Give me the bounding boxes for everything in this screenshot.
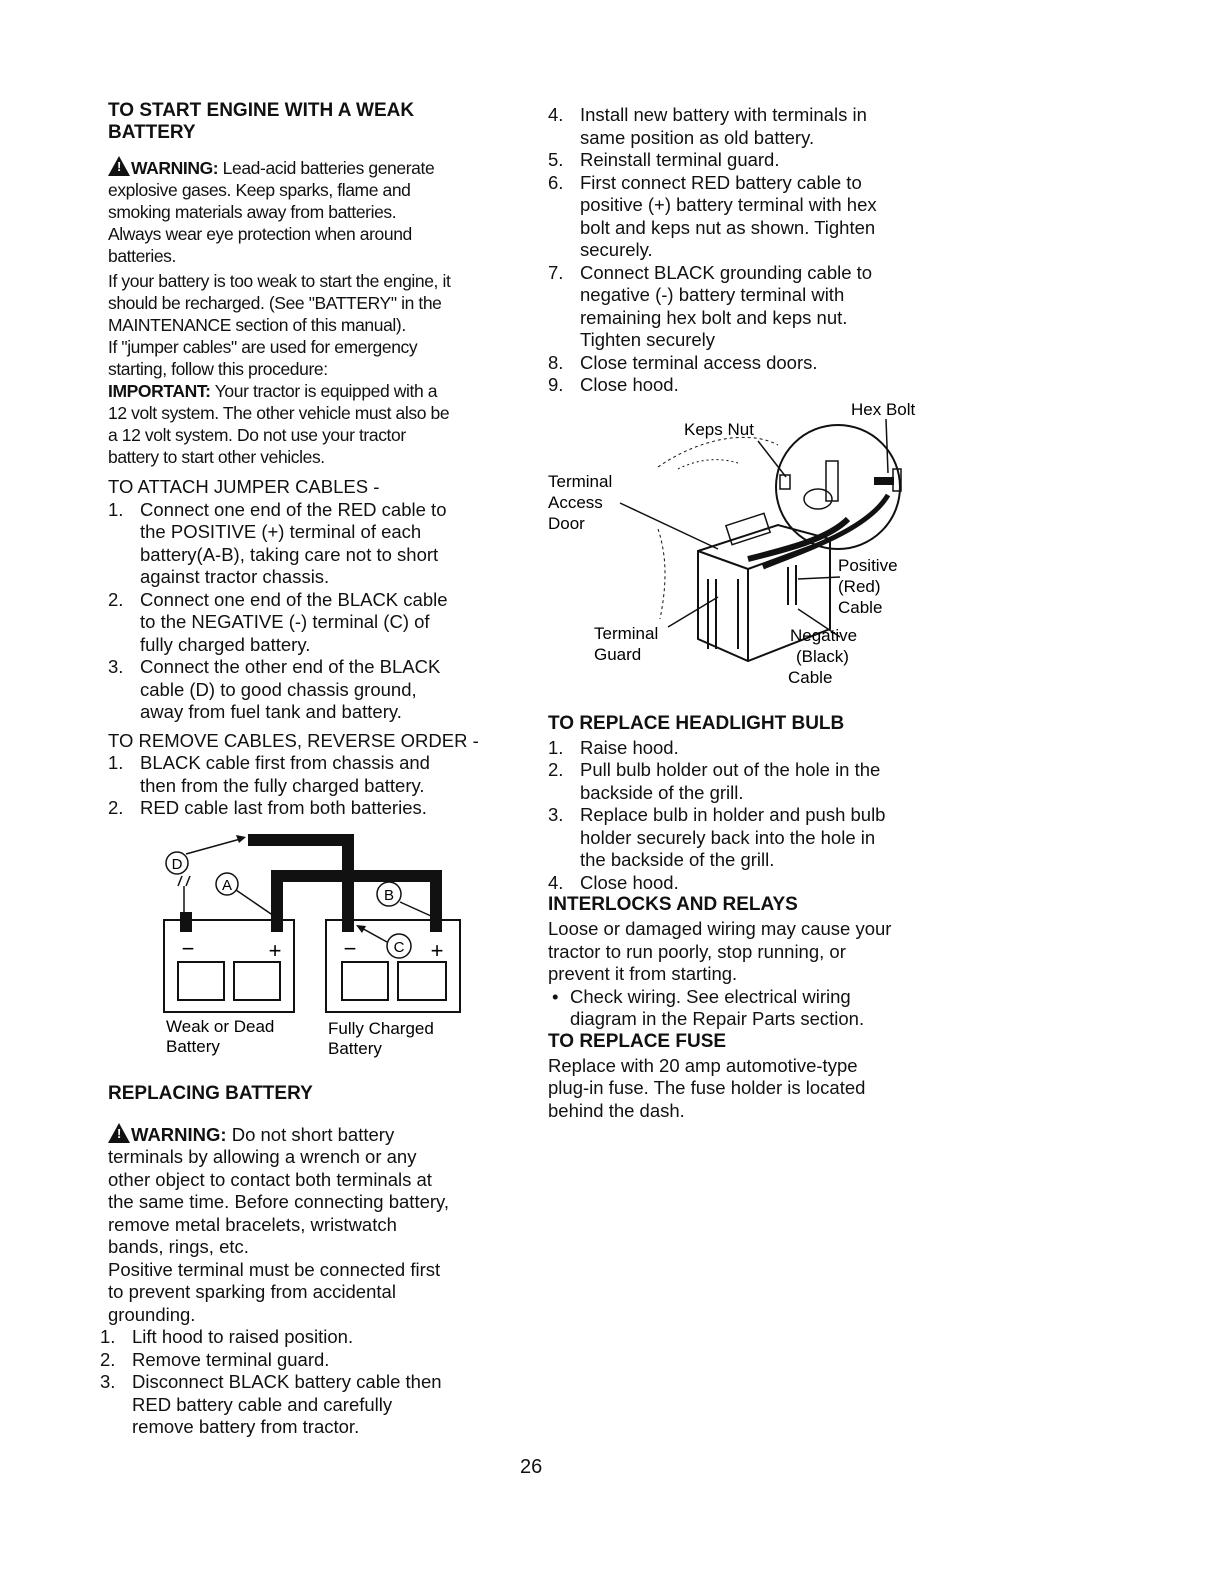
label-d: D bbox=[171, 855, 183, 873]
list-item: 1. Raise hood. bbox=[548, 736, 679, 758]
list-item: 7. Connect BLACK grounding cable to negative (-) battery terminal with remaining hex bolt and keps nut. Tighten securely bbox=[548, 261, 873, 350]
attach-cables-steps bbox=[108, 499, 523, 724]
hex-bolt-label: Hex Bolt bbox=[851, 399, 916, 419]
interlocks-heading: INTERLOCKS AND RELAYS bbox=[548, 894, 798, 915]
headlight-section bbox=[548, 713, 958, 895]
list-item: 3. Replace bulb in holder and push bulb holder securely back into the hole in the backside of the grill. bbox=[548, 804, 886, 870]
weak-caption-1: Weak or Dead bbox=[166, 1016, 275, 1036]
charged-caption-2: Battery bbox=[328, 1038, 382, 1058]
replacing-steps bbox=[100, 1326, 523, 1439]
list-item: 5. Reinstall terminal guard. bbox=[548, 149, 780, 170]
terminal-guard-label-2: Guard bbox=[594, 644, 642, 664]
replacing-warning: !WARNING: Do not short battery terminals by allowing a wrench or any other object to contact both terminals at the same time. Before connecting battery, remove metal bracelets, wristwatch bands, rings, etc. bbox=[108, 1123, 523, 1259]
positive-first-note: Positive terminal must be connected first to prevent sparking from accidental grounding. bbox=[108, 1258, 441, 1325]
list-item: 8. Close terminal access doors. bbox=[548, 351, 818, 373]
positive-cable-label-2: (Red) bbox=[838, 576, 881, 596]
battery-terminal-diagram bbox=[548, 399, 958, 699]
weak-battery-warning: !WARNING: Lead-acid batteries generate explosive gases. Keep sparks, flame and smoking materials away from batteries. Always wear eye protection when around batteries. bbox=[108, 156, 523, 267]
jumper-diagram-art bbox=[108, 830, 523, 1065]
interlocks-section: INTERLOCKS AND RELAYS Loose or damaged wiring may cause your tractor to run poorly, stop running, or prevent it from starting. • Check wiring. See electrical wiring diagram in the Repair Parts section. bbox=[548, 894, 958, 1031]
left-column bbox=[100, 100, 523, 1439]
fuse-section: TO REPLACE FUSE Replace with 20 amp automotive-type plug-in fuse. The fuse holder is located behind the dash. bbox=[548, 1031, 958, 1123]
positive-cable-label-1: Positive bbox=[838, 555, 898, 575]
charged-caption-1: Fully Charged bbox=[328, 1018, 434, 1038]
list-item: 4. Close hood. bbox=[548, 871, 679, 893]
attach-cables-heading: TO ATTACH JUMPER CABLES - bbox=[108, 476, 380, 497]
label-c: C bbox=[393, 938, 405, 956]
terminal-access-label-1: Terminal bbox=[548, 471, 613, 491]
terminal-access-label-2: Access bbox=[548, 492, 603, 512]
negative-cable-label-2: (Black) bbox=[796, 646, 849, 666]
replace-battery-steps-continued bbox=[548, 104, 958, 397]
warning-icon bbox=[108, 156, 130, 176]
keps-nut-label: Keps Nut bbox=[684, 419, 754, 439]
negative-cable-label-3: Cable bbox=[788, 667, 833, 687]
list-item: 1. Lift hood to raised position. bbox=[100, 1326, 354, 1347]
list-item: 1. Connect one end of the RED cable to the POSITIVE (+) terminal of each battery(A-B), taking care not to short against tractor chassis. bbox=[108, 498, 447, 587]
label-b: B bbox=[383, 886, 395, 904]
list-item: 1. BLACK cable first from chassis and then from the fully charged battery. bbox=[108, 752, 430, 796]
replacing-battery-section bbox=[100, 1082, 523, 1439]
charged-minus-sign: − bbox=[343, 935, 357, 961]
list-item: • Check wiring. See electrical wiring diagram in the Repair Parts section. bbox=[552, 985, 865, 1029]
jumper-note: If "jumper cables" are used for emergency starting, follow this procedure: bbox=[108, 337, 418, 379]
right-column bbox=[548, 104, 958, 1122]
weak-plus-sign: + bbox=[268, 937, 282, 963]
weak-battery-section bbox=[108, 100, 523, 820]
list-item: 2. Connect one end of the BLACK cable to the NEGATIVE (-) terminal (C) of fully charged battery. bbox=[108, 588, 448, 655]
page-number: 26 bbox=[520, 1456, 543, 1478]
charged-plus-sign: + bbox=[430, 937, 444, 963]
jumper-cable-diagram bbox=[108, 830, 523, 1065]
list-item: 3. Disconnect BLACK battery cable then RED battery cable and carefully remove battery from tractor. bbox=[100, 1371, 442, 1437]
remove-cables-heading: TO REMOVE CABLES, REVERSE ORDER - bbox=[108, 729, 479, 751]
list-item: 2. Pull bulb holder out of the hole in the backside of the grill. bbox=[548, 759, 881, 803]
weak-caption-2: Battery bbox=[166, 1036, 220, 1056]
list-item: 3. Connect the other end of the BLACK cable (D) to good chassis ground, away from fuel tank and battery. bbox=[108, 656, 441, 722]
headlight-heading: TO REPLACE HEADLIGHT BULB bbox=[548, 712, 845, 734]
headlight-steps bbox=[548, 737, 958, 895]
negative-cable-label-1: Negative bbox=[790, 625, 858, 645]
terminal-guard-label-1: Terminal bbox=[594, 623, 659, 643]
warning-icon bbox=[108, 1123, 130, 1143]
list-item: 2. Remove terminal guard. bbox=[100, 1348, 330, 1370]
weak-minus-sign: − bbox=[181, 935, 195, 961]
label-a: A bbox=[221, 876, 233, 894]
important-note: IMPORTANT: Your tractor is equipped with a 12 volt system. The other vehicle must also be a 12 volt system. Do not use your tractor battery to start other vehicles. bbox=[108, 381, 450, 467]
positive-cable-label-3: Cable bbox=[838, 597, 883, 617]
battery-diagram-art bbox=[548, 399, 958, 699]
fuse-heading: TO REPLACE FUSE bbox=[548, 1030, 727, 1052]
list-item: 6. First connect RED battery cable to positive (+) battery terminal with hex bolt and keps nut as shown. Tighten securely. bbox=[548, 171, 877, 260]
replacing-battery-heading: REPLACING BATTERY bbox=[108, 1082, 313, 1104]
weak-battery-heading: TO START ENGINE WITH A WEAK BATTERY bbox=[108, 100, 415, 143]
terminal-access-label-3: Door bbox=[548, 513, 585, 533]
recharge-note: If your battery is too weak to start the engine, it should be recharged. (See "BATTERY" in the MAINTENANCE section of this manual). bbox=[108, 271, 451, 335]
list-item: 9. Close hood. bbox=[548, 374, 679, 395]
list-item: 4. Install new battery with terminals in same position as old battery. bbox=[548, 104, 867, 148]
remove-cables-steps bbox=[108, 752, 523, 820]
list-item: 2. RED cable last from both batteries. bbox=[108, 797, 427, 818]
